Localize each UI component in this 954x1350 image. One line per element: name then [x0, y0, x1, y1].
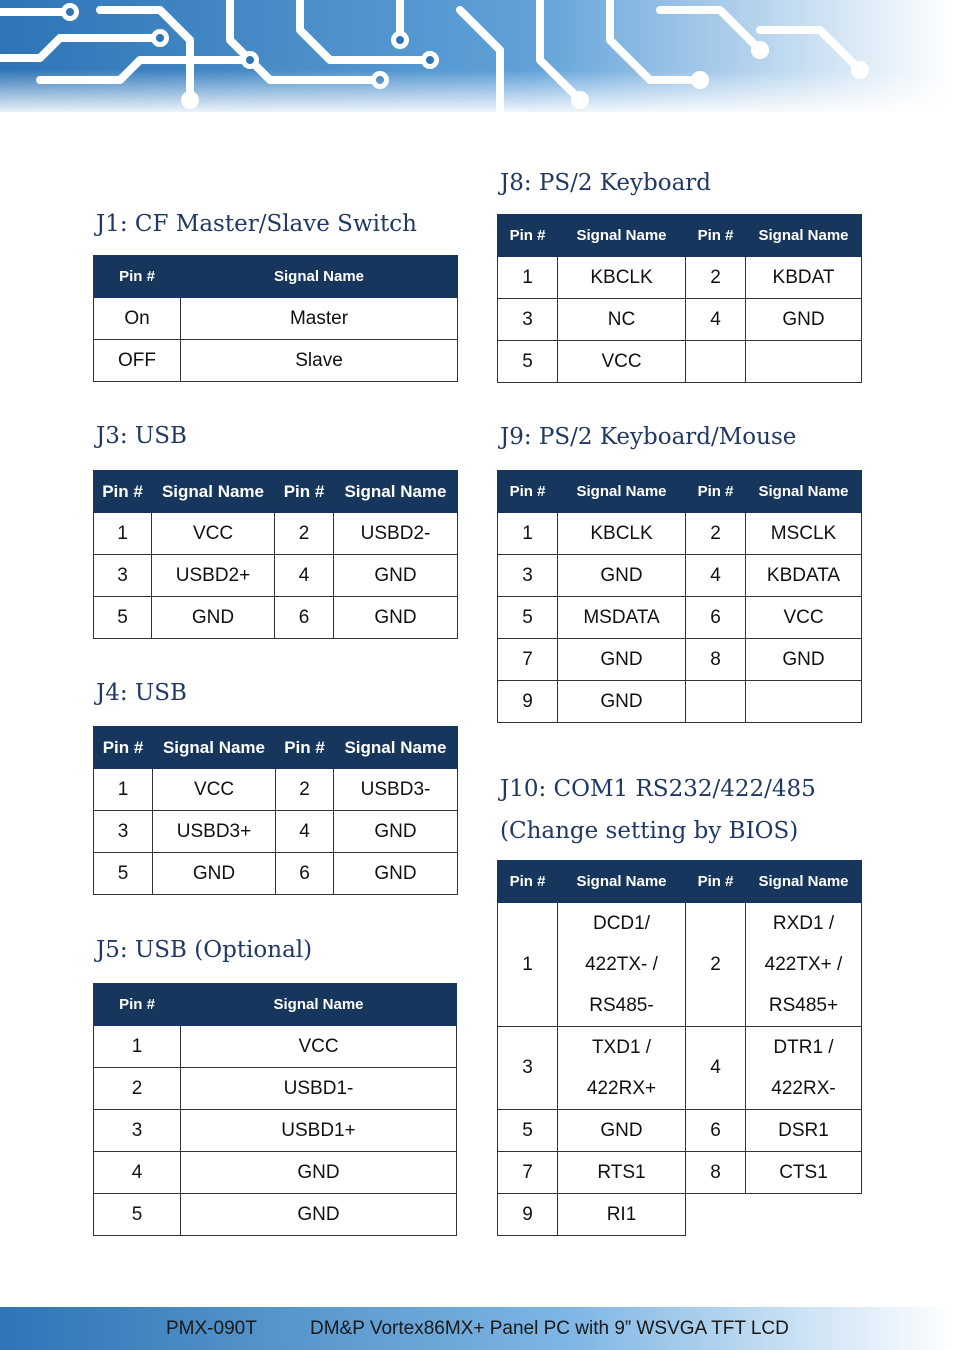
header-signal-name: Signal Name [558, 861, 686, 903]
pin-cell: 5 [94, 1194, 181, 1236]
signal-cell: GND [181, 1152, 457, 1194]
table-row [498, 681, 862, 723]
pin-cell: 6 [275, 597, 334, 639]
table-row [94, 340, 458, 382]
header-pin: Pin # [498, 861, 558, 903]
empty-cell [746, 1194, 862, 1236]
pin-cell: 3 [498, 1027, 558, 1110]
signal-cell: VCC [746, 597, 862, 639]
header-signal-name: Signal Name [152, 471, 275, 513]
header-pin: Pin # [94, 471, 152, 513]
header-signal-name: Signal Name [746, 861, 862, 903]
empty-cell [746, 341, 862, 383]
signal-cell: RI1 [558, 1194, 686, 1236]
pin-cell: 4 [686, 299, 746, 341]
pin-cell: 6 [276, 853, 334, 895]
pin-cell: 1 [94, 769, 153, 811]
signal-cell: GND [153, 853, 276, 895]
signal-line: 422TX- / [585, 954, 658, 975]
signal-cell [558, 1027, 686, 1110]
empty-cell [686, 341, 746, 383]
pin-cell: 4 [276, 811, 334, 853]
pin-cell: 4 [94, 1152, 181, 1194]
pin-cell: 3 [94, 555, 152, 597]
signal-line: RS485- [589, 995, 654, 1016]
signal-line: 422RX- [771, 1078, 836, 1099]
pin-cell: 2 [686, 903, 746, 1027]
j9-table [497, 470, 862, 723]
signal-cell: GND [334, 853, 458, 895]
pin-cell: 5 [498, 1110, 558, 1152]
pin-cell: 1 [94, 513, 152, 555]
signal-cell: MSDATA [558, 597, 686, 639]
signal-cell [746, 1027, 862, 1110]
header-pin: Pin # [686, 861, 746, 903]
signal-cell: USBD3- [334, 769, 458, 811]
table-row [94, 1110, 457, 1152]
table-row [498, 1027, 862, 1110]
table-row [94, 1152, 457, 1194]
table-row [94, 853, 458, 895]
signal-cell: GND [152, 597, 275, 639]
j10-title-line1: J10: COM1 RS232/422/485 [500, 776, 816, 802]
pin-cell: 2 [276, 769, 334, 811]
table-row [498, 597, 862, 639]
pin-cell: 2 [686, 257, 746, 299]
pin-cell: 4 [275, 555, 334, 597]
pin-cell: 1 [498, 903, 558, 1027]
table-row [94, 555, 458, 597]
header-signal-name: Signal Name [558, 471, 686, 513]
signal-cell: GND [334, 555, 458, 597]
table-row [94, 597, 458, 639]
j3-title: J3: USB [96, 423, 187, 449]
pin-cell: 2 [686, 513, 746, 555]
j4-title: J4: USB [96, 680, 187, 706]
signal-cell: VCC [558, 341, 686, 383]
pin-cell: 5 [94, 853, 153, 895]
pin-cell: 9 [498, 1194, 558, 1236]
pin-cell: 2 [94, 1068, 181, 1110]
pin-cell: 1 [94, 1026, 181, 1068]
signal-cell: VCC [181, 1026, 457, 1068]
signal-line: TXD1 / [591, 1037, 652, 1058]
j5-table [93, 983, 457, 1236]
signal-cell [746, 903, 862, 1027]
table-row [498, 639, 862, 681]
pin-cell: 2 [275, 513, 334, 555]
table-row [498, 555, 862, 597]
footer-model: PMX-090T [166, 1318, 257, 1339]
j3-table [93, 470, 458, 639]
table-row [94, 1026, 457, 1068]
table-row [498, 299, 862, 341]
signal-line: DTR1 / [773, 1037, 834, 1058]
signal-line: DCD1/ [592, 913, 650, 934]
table-row [94, 1068, 457, 1110]
table-row [94, 811, 458, 853]
header-pin: Pin # [275, 471, 334, 513]
signal-cell: Master [181, 298, 458, 340]
empty-cell [746, 681, 862, 723]
pin-cell: 5 [94, 597, 152, 639]
table-row [498, 257, 862, 299]
j5-title: J5: USB (Optional) [96, 937, 313, 963]
signal-cell: KBCLK [558, 257, 686, 299]
signal-cell: CTS1 [746, 1152, 862, 1194]
header-signal-name: Signal Name [181, 984, 457, 1026]
footer [0, 1307, 954, 1350]
signal-cell: MSCLK [746, 513, 862, 555]
pin-cell: 3 [498, 555, 558, 597]
pin-cell: 6 [686, 597, 746, 639]
header-pin: Pin # [94, 984, 181, 1026]
pin-cell: 8 [686, 639, 746, 681]
empty-cell [686, 681, 746, 723]
signal-line: 422RX+ [586, 1078, 657, 1099]
header-signal-name: Signal Name [746, 215, 862, 257]
signal-cell: GND [334, 597, 458, 639]
pin-cell: 1 [498, 513, 558, 555]
j9-title: J9: PS/2 Keyboard/Mouse [500, 424, 797, 450]
table-row [498, 1110, 862, 1152]
pin-cell: On [94, 298, 181, 340]
pin-cell: 4 [686, 1027, 746, 1110]
table-row [498, 1152, 862, 1194]
table-row [498, 903, 862, 1027]
signal-cell: GND [746, 639, 862, 681]
signal-cell: USBD1+ [181, 1110, 457, 1152]
header-signal-name: Signal Name [181, 256, 458, 298]
signal-line: RXD1 / [772, 913, 835, 934]
table-row [94, 1194, 457, 1236]
signal-cell: RTS1 [558, 1152, 686, 1194]
pin-cell: 8 [686, 1152, 746, 1194]
pin-cell: 1 [498, 257, 558, 299]
j8-table [497, 214, 862, 383]
header-pin: Pin # [686, 215, 746, 257]
header-signal-name: Signal Name [334, 471, 458, 513]
header-signal-name: Signal Name [746, 471, 862, 513]
header-pin: Pin # [498, 471, 558, 513]
signal-cell: GND [334, 811, 458, 853]
j10-table [497, 860, 862, 1236]
pin-cell: 3 [94, 811, 153, 853]
table-row [94, 513, 458, 555]
signal-cell [558, 903, 686, 1027]
signal-cell: Slave [181, 340, 458, 382]
pin-cell: 4 [686, 555, 746, 597]
header-pin: Pin # [94, 727, 153, 769]
pin-cell: 3 [94, 1110, 181, 1152]
signal-cell: VCC [152, 513, 275, 555]
signal-cell: GND [558, 681, 686, 723]
j4-table [93, 726, 458, 895]
table-row [498, 1194, 862, 1236]
pin-cell: 3 [498, 299, 558, 341]
pin-cell: 5 [498, 597, 558, 639]
signal-line: 422TX+ / [764, 954, 843, 975]
signal-cell: GND [558, 1110, 686, 1152]
circuit-banner [0, 0, 954, 112]
table-row [498, 341, 862, 383]
footer-description: DM&P Vortex86MX+ Panel PC with 9” WSVGA TFT LCD [310, 1318, 789, 1339]
signal-line: RS485+ [768, 995, 839, 1016]
signal-cell: NC [558, 299, 686, 341]
header-pin: Pin # [276, 727, 334, 769]
pin-cell: 9 [498, 681, 558, 723]
pin-cell: 6 [686, 1110, 746, 1152]
signal-cell: KBDAT [746, 257, 862, 299]
header-signal-name: Signal Name [558, 215, 686, 257]
j1-title: J1: CF Master/Slave Switch [96, 211, 417, 237]
table-row [94, 769, 458, 811]
signal-cell: KBDATA [746, 555, 862, 597]
header-signal-name: Signal Name [153, 727, 276, 769]
table-row [498, 513, 862, 555]
signal-cell: GND [746, 299, 862, 341]
header-pin: Pin # [498, 215, 558, 257]
j1-table [93, 255, 458, 382]
signal-cell: USBD1- [181, 1068, 457, 1110]
signal-cell: VCC [153, 769, 276, 811]
signal-cell: USBD3+ [153, 811, 276, 853]
signal-cell: USBD2- [334, 513, 458, 555]
header-pin: Pin # [686, 471, 746, 513]
pin-cell: 7 [498, 1152, 558, 1194]
pin-cell: 7 [498, 639, 558, 681]
pin-cell: OFF [94, 340, 181, 382]
signal-cell: USBD2+ [152, 555, 275, 597]
header-signal-name: Signal Name [334, 727, 458, 769]
empty-cell [686, 1194, 746, 1236]
j10-title-line2: (Change setting by BIOS) [500, 818, 799, 844]
signal-cell: KBCLK [558, 513, 686, 555]
signal-cell: GND [558, 639, 686, 681]
j8-title: J8: PS/2 Keyboard [500, 170, 712, 196]
pin-cell: 5 [498, 341, 558, 383]
signal-cell: GND [558, 555, 686, 597]
table-row [94, 298, 458, 340]
signal-cell: DSR1 [746, 1110, 862, 1152]
header-pin: Pin # [94, 256, 181, 298]
signal-cell: GND [181, 1194, 457, 1236]
